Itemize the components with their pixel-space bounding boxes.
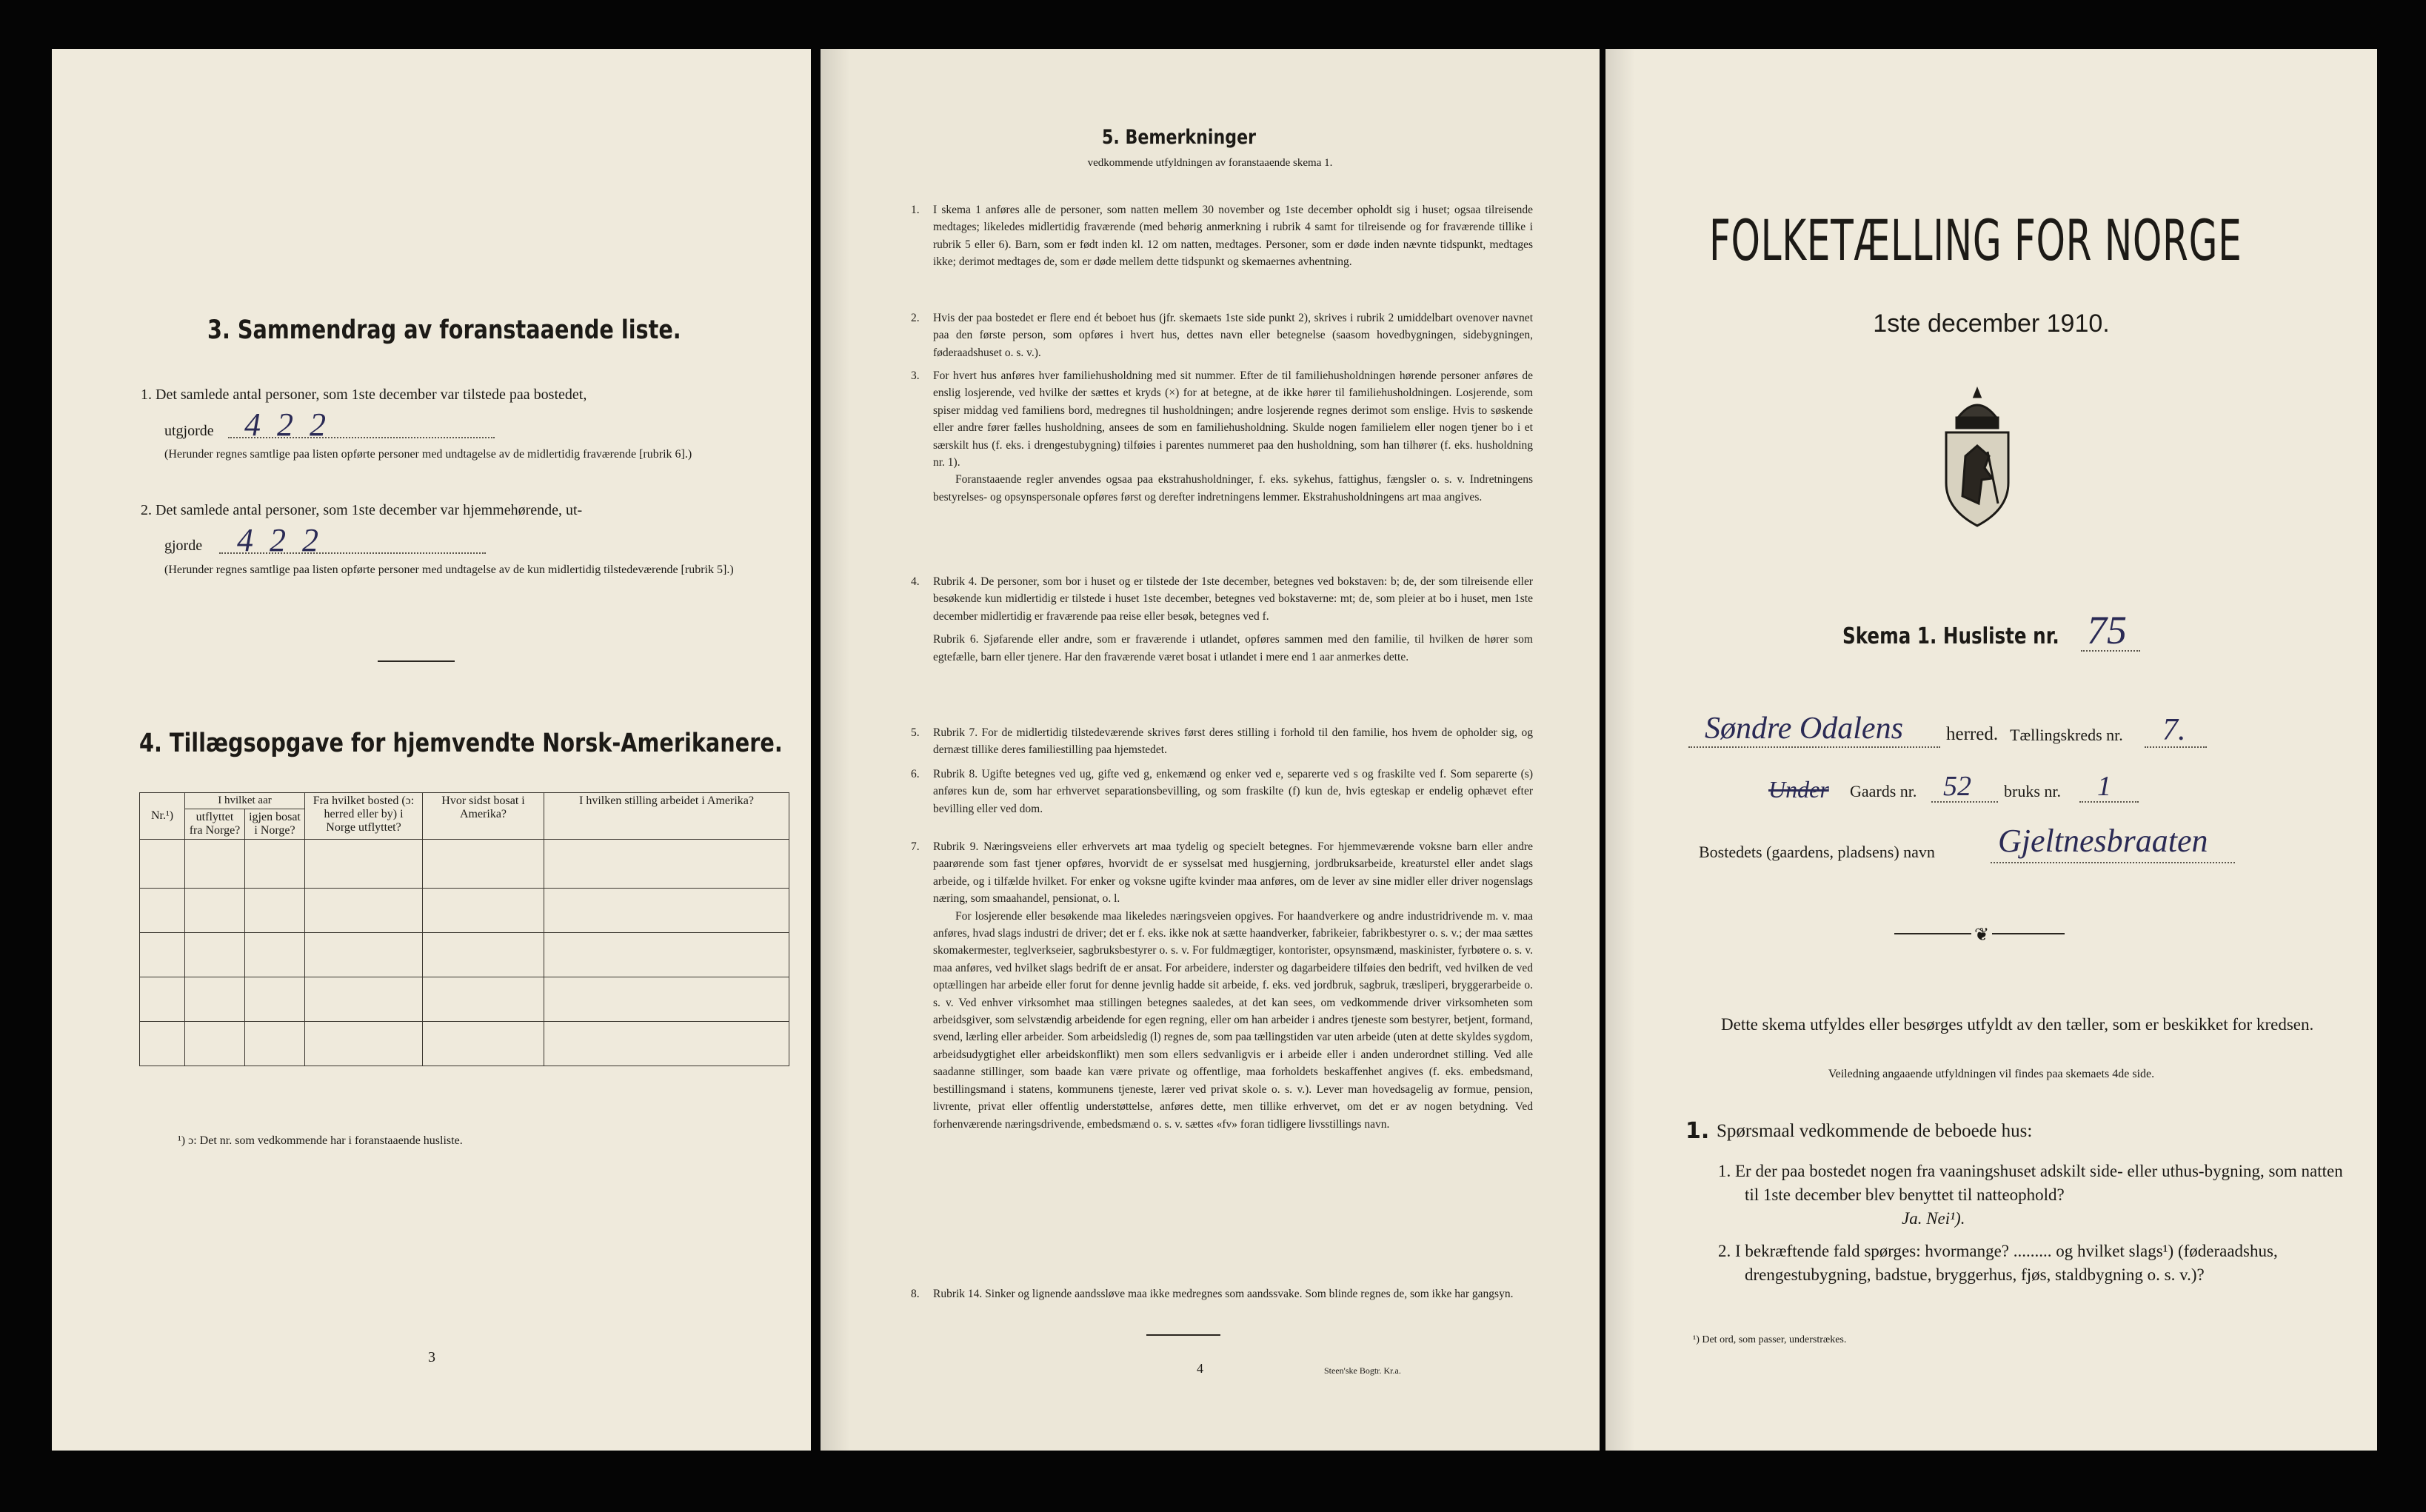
q1-answer: 4 2 2 <box>244 407 326 443</box>
remark-item-8: 8. Rubrik 14. Sinker og lignende aandssløve maa ikke medregnes som aandssvake. Som blinde regnes de, som ikke har gangsyn. <box>911 1288 1514 1300</box>
fold-shadow <box>821 49 850 1451</box>
th-emigrated: utflyttet fra Norge? <box>185 809 245 840</box>
gaards-label: Gaards nr. <box>1850 782 1917 800</box>
herred-line <box>1688 746 1940 748</box>
section3-title: 3. Sammendrag av foranstaaende liste. <box>207 315 681 345</box>
remark-item-2: 2. Hvis der paa bostedet er flere end ét beboet hus (jfr. skemaets 1ste side punkt 2), skrives i rubrik 2 umiddelbart ovenover navnet paa den første person, som opføres i hvert hus, dettes navn eller betegnelse (saasom hovedbygningen, sidebygningen, føderaadshuset o. s. v.). <box>911 312 1533 359</box>
page-number: 3 <box>428 1349 435 1365</box>
q2-label: gjorde <box>164 538 203 554</box>
table-row <box>140 1022 789 1066</box>
remark-item-5: 5. Rubrik 7. For de midlertidig tilstedeværende skrives først deres stilling i forhold til den familie, hos hvem de opholder sig, og dernæst tillike deres familiestilling paa hjemstedet. <box>911 726 1533 757</box>
footnote: ¹) ɔ: Det nr. som vedkommende har i foranstaaende husliste. <box>178 1134 463 1147</box>
remark-item-1: 1. I skema 1 anføres alle de personer, som natten mellem 30 november og 1ste december opholdt sig i huset; ogsaa tilreisende medtages; likeledes midlertidig fraværende (med behørig anmerkning i rubrik 4 samt for tilreisende og for fraværende tillike i rubrik 5 eller 6). Barn, som er født inden kl. 12 om natten, medtages. Personer, som er døde inden nævnte tidspunkt, medtages ikke; derimot medtages de, som er døde mellem dette tidspunkt og skemaernes avhentning. <box>911 204 1533 269</box>
page-right <box>1605 49 2377 1451</box>
printer-mark: Steen'ske Bogtr. Kr.a. <box>1324 1365 1401 1376</box>
th-where-last: Hvor sidst bosat i Amerika? <box>423 793 544 840</box>
remark-item-4: 4. Rubrik 4. De personer, som bor i huset og er tilstede der 1ste december, betegnes ved bokstaven: b; de, der som tilreisende eller besøkende kun midlertidig er tilstede i huset 1ste december, betegnes ved bokstaverne: mt; de, som pleier at bo i huset, men 1ste december midlertidig er fraværende paa reise eller besøk, betegnes ved f. Rubrik 6. Sjøfarende eller andre, som er fraværende i utlandet, opføres sammen med den familie, til hvilken de hører som egtefælle, barn eller tjenere. Har den fraværende været bosat i utlandet i mere end 1 aar anmerkes dette. <box>911 575 1533 663</box>
gaards-prefix: Under <box>1768 776 1829 803</box>
th-group: I hvilket aar <box>185 793 305 809</box>
th-returned: igjen bosat i Norge? <box>245 809 305 840</box>
bosted-value: Gjeltnesbraaten <box>1998 823 2208 859</box>
norway-coat-of-arms-icon <box>1936 385 2019 530</box>
herred-label: herred. <box>1946 724 1999 744</box>
q1-text: 1. Det samlede antal personer, som 1ste december var tilstede paa bostedet, <box>141 387 587 403</box>
schema-label: Skema 1. Husliste nr. <box>1842 623 2059 649</box>
krets-value: 7. <box>2162 713 2186 747</box>
question-1-answer: Ja. Nei¹). <box>1902 1209 1965 1228</box>
page-middle <box>821 49 1600 1451</box>
question-section-title: Spørsmaal vedkommende de beboede hus: <box>1717 1121 2033 1141</box>
bruks-label: bruks nr. <box>2004 782 2061 800</box>
krets-label: Tællingskreds nr. <box>2010 726 2123 744</box>
th-nr: Nr.¹) <box>140 793 185 840</box>
divider <box>1146 1334 1220 1336</box>
section4-title: 4. Tillægsopgave for hjemvendte Norsk-Amerikanere. <box>139 729 783 758</box>
footnote: ¹) Det ord, som passer, understrækes. <box>1693 1334 1847 1345</box>
q2-answer: 4 2 2 <box>237 522 318 558</box>
question-1: 1. Er der paa bostedet nogen fra vaaningshuset adskilt side- eller uthus-bygning, som natten til 1ste december blev benyttet til natteophold? <box>1718 1162 2343 1204</box>
question-2: 2. I bekræftende fald spørges: hvormange? ......... og hvilket slags¹) (føderaadshus, drengestubygning, badstue, bryggerhus, fjøs, staldbygning o. s. v.)? <box>1718 1242 2278 1284</box>
husliste-number: 75 <box>2087 608 2127 652</box>
remarks-title: 5. Bemerkninger <box>1102 126 1257 149</box>
ornament-divider-icon: ❦ <box>1971 924 1992 945</box>
table-row <box>140 889 789 933</box>
q1-label: utgjorde <box>164 423 214 439</box>
q1-note: (Herunder regnes samtlige paa listen opførte personer med undtagelse av de midlertidig fraværende [rubrik 6].) <box>164 448 692 461</box>
table-row <box>140 840 789 889</box>
remark-item-3: 3. For hvert hus anføres hver familiehusholdning med sit nummer. Efter de til familiehusholdningen hørende personer anføres de enslig losjerende, ved hvilke der sættes et kryds (×) for at betegne, at de ikke hører til familiehusholdningen. Losjerende, som spiser middag ved familiens bord, medregnes til husholdningen; andre losjerende regnes derimot som enslige. Hvis to søskende eller andre fører fælles husholdning, ansees de som en familiehusholdning. Skulde nogen familielem eller nogen tjener bo i et særskilt hus (f. eks. i drengestubygning) tilføies i parentes nummeret paa den husholdning, som han tilhører (f. eks. husholdning nr. 1). Foranstaaende regler anvendes ogsaa paa ekstrahusholdninger, f. eks. sykehus, fattighus, fængsler o. s. v. Indretningens bestyrelses- og opsynspersonale opføres først og derefter indretningens lemmer. Ekstrahusholdningens art maa angives. <box>911 369 1533 504</box>
intro-text: Dette skema utfyldes eller besørges utfyldt av den tæller, som er beskikket for kredsen. <box>1721 1015 2314 1034</box>
gaards-value: 52 <box>1943 771 1971 802</box>
divider <box>378 660 455 662</box>
bosted-label: Bostedets (gaardens, pladsens) navn <box>1699 843 1935 861</box>
norsk-amerikanere-table <box>139 792 789 1066</box>
main-title: FOLKETÆLLING FOR NORGE <box>1709 207 2242 273</box>
th-position: I hvilken stilling arbeidet i Amerika? <box>544 793 789 840</box>
bosted-line <box>1991 862 2235 863</box>
fold-shadow <box>1605 49 1635 1451</box>
intro-note: Veiledning angaaende utfyldningen vil findes paa skemaets 4de side. <box>1828 1068 2155 1080</box>
table-row <box>140 977 789 1022</box>
q2-text: 2. Det samlede antal personer, som 1ste december var hjemmehørende, ut- <box>141 502 583 518</box>
bruks-value: 1 <box>2097 771 2111 802</box>
remark-item-7: 7. Rubrik 9. Næringsveiens eller erhvervets art maa tydelig og specielt betegnes. For hjemmeværende voksne barn eller andre paarørende som fast tjener opføres, hvorvidt de er sysselsat med husgjerning, jordbruksarbeide, kreaturstel eller andet slags arbeide, og i tilfælde hvilket. For enker og voksne ugifte kvinder maa anføres, om de lever av sine midler eller driver nogenslags næring, som smaahandel, pensionat, o. l. For losjerende eller besøkende maa likeledes næringsveien opgives. For haandverkere og andre industridrivende m. v. maa anføres, hvad slags industri de driver; det er f. eks. ikke nok at sætte haandverker, fabrikeier, fabrikbestyrer o. s. v.; der maa sættes skomakermester, teglverkseier, sagbruksbestyrer o. s. v. For fuldmægtiger, kontorister, opsynsmænd, maskinister, fyrbøtere o. s. v. maa anføres, ved hvilket slags bedrift de er ansat. For arbeidere, inderster og dagarbeidere tilføies den bedrift, ved hvilken de ved optællingen har arbeide eller forut for denne jevnlig hadde sit arbeide, f. eks. ved jordbruk, sagbruk, træsliperi, bryggerarbeide o. s. v. Ved enhver virksomhet maa stillingen betegnes saaledes, at det kan sees, om vedkommende driver virksomheten som arbeidsgiver, som selvstændig arbeidende for egen regning, eller om han arbeider i andres tjeneste som bestyrer, betjent, formand, svend, lærling eller arbeider. Som arbeidsledig (l) regnes de, som paa tællingstiden var uten arbeide (uten at dette skyldes sygdom, arbeidsudygtighet eller arbeidskonflikt) men som ellers sedvanligvis er i arbeide eller i anden underordnet stilling. Ved alle saadanne stillinger, som baade kan være private og offentlige, maa forholdets beskaffenhet angives (f. eks. embedsmand, bestillingsmand i statens, kommunens tjeneste, lærer ved privat skole o. s. v.). Lever man hovedsagelig av formue, pension, livrente, privat eller offentlig understøttelse, anføres dette, men tillike erhvervet, om det er av nogen betydning. Ved forhenværende næringsdrivende, embedsmænd o. s. v. sættes «fv» foran tidligere livsstillings navn. <box>911 840 1533 1131</box>
q2-note: (Herunder regnes samtlige paa listen opførte personer med undtagelse av de kun midlertidig tilstedeværende [rubrik 5].) <box>164 563 734 576</box>
remark-item-6: 6. Rubrik 8. Ugifte betegnes ved ug, gifte ved g, enkemænd og enker ved e, separerte ved s og fraskilte ved f. Som separerte (s) anføres kun de, som har erhvervet separationsbevilling, og som fraskilte (f) kun de, hvis egteskap er endelig ophævet efter bevilling eller ved dom. <box>911 768 1533 815</box>
table-row <box>140 933 789 977</box>
th-from-where: Fra hvilket bosted (ɔ: herred eller by) i Norge utflyttet? <box>305 793 423 840</box>
question-section-number: 1. <box>1685 1118 1710 1144</box>
page-number: 4 <box>1197 1361 1203 1376</box>
page-left <box>52 49 811 1451</box>
remarks-subtitle: vedkommende utfyldningen av foranstaaende skema 1. <box>1087 157 1333 169</box>
census-date: 1ste december 1910. <box>1873 310 2110 338</box>
herred-value: Søndre Odalens <box>1705 712 1903 746</box>
